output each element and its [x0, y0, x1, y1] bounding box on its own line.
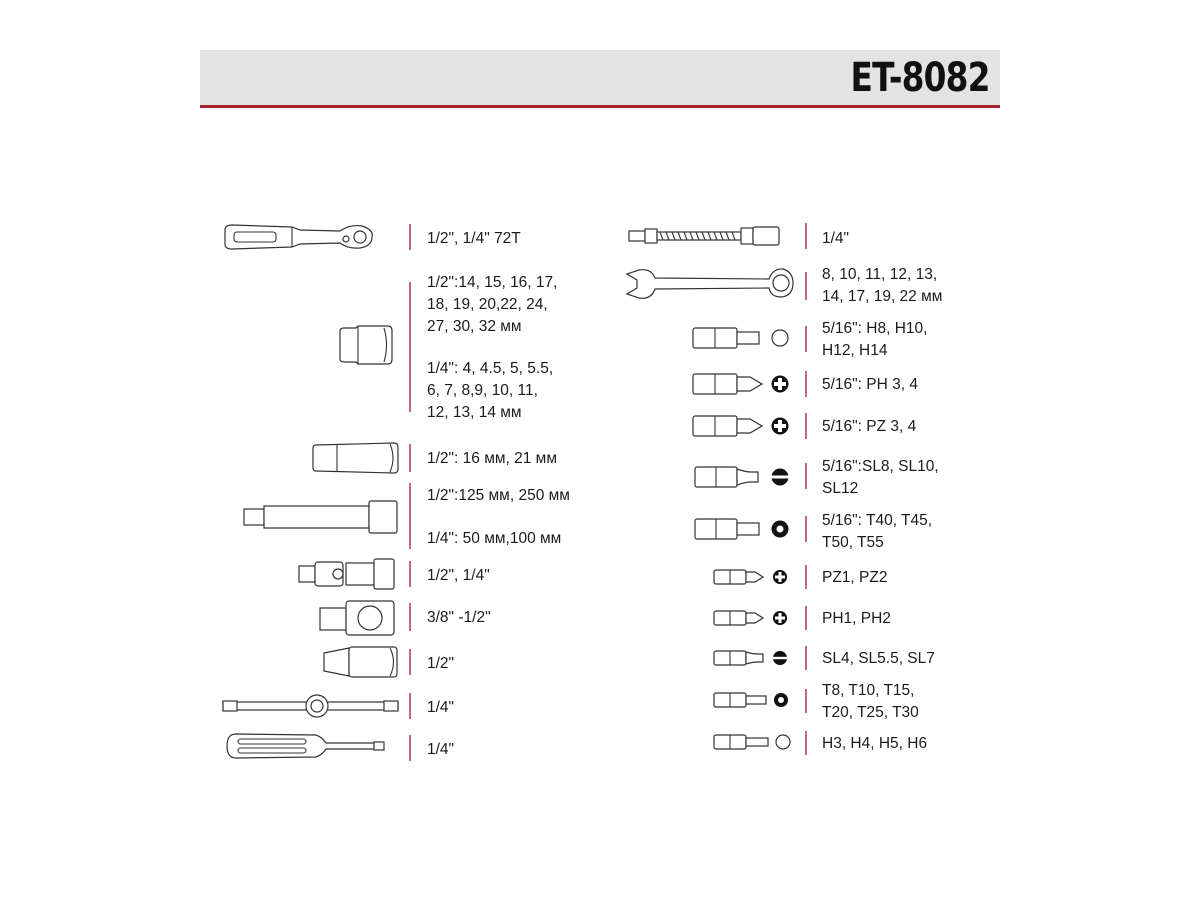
item-spec: 27, 30, 32 мм — [427, 318, 522, 335]
separator — [409, 735, 411, 761]
socket-icon — [336, 325, 396, 365]
separator — [409, 649, 411, 675]
item-spec: T50, T55 — [822, 534, 884, 551]
item-spec: 1/2":14, 15, 16, 17, — [427, 274, 558, 291]
separator — [805, 326, 807, 352]
item-spec: 1/4" — [427, 741, 455, 758]
spark-plug-socket-icon — [312, 441, 402, 475]
item-spec: 1/2", 1/4" 72T — [427, 230, 521, 247]
separator — [409, 224, 411, 250]
item-spec: H3, H4, H5, H6 — [822, 735, 928, 752]
combination-wrench-icon — [623, 266, 793, 302]
pozidriv-bit-icon — [692, 415, 792, 437]
separator — [805, 516, 807, 542]
separator — [805, 413, 807, 439]
separator — [409, 444, 411, 472]
separator — [805, 606, 807, 630]
item-spec: 5/16": PZ 3, 4 — [822, 418, 917, 435]
phillips-small-bit-icon — [713, 609, 793, 627]
separator — [409, 693, 411, 719]
item-spec: 1/4": 4, 4.5, 5, 5.5, — [427, 360, 554, 377]
item-spec: 5/16":SL8, SL10, — [822, 458, 939, 475]
screwdriver-handle-icon — [226, 733, 396, 759]
phillips-bit-icon — [692, 373, 792, 395]
title-bar — [200, 50, 1000, 108]
separator — [805, 223, 807, 249]
model-number: ET-8082 — [850, 55, 990, 101]
separator — [805, 272, 807, 300]
separator — [409, 483, 411, 549]
item-spec: T20, T25, T30 — [822, 704, 919, 721]
item-spec: 3/8" -1/2" — [427, 609, 491, 626]
torx-small-bit-icon — [713, 691, 793, 709]
universal-joint-icon — [298, 558, 398, 590]
flexible-extension-icon — [628, 226, 798, 246]
separator — [805, 731, 807, 755]
separator — [805, 646, 807, 670]
hex-small-bit-icon — [713, 733, 793, 751]
item-spec: 12, 13, 14 мм — [427, 404, 522, 421]
torx-bit-icon — [694, 518, 794, 540]
t-handle-icon — [222, 694, 402, 718]
pozidriv-small-bit-icon — [713, 568, 793, 586]
ratchet-icon — [222, 222, 382, 252]
separator — [805, 371, 807, 397]
item-spec: SL12 — [822, 480, 859, 497]
item-spec: 5/16": T40, T45, — [822, 512, 933, 529]
separator — [409, 561, 411, 587]
item-spec: 1/2":125 мм, 250 мм — [427, 487, 570, 504]
hex-bit-icon — [692, 327, 792, 349]
item-spec: 1/2", 1/4" — [427, 567, 490, 584]
item-spec: 1/4" — [427, 699, 455, 716]
item-spec: SL4, SL5.5, SL7 — [822, 650, 935, 667]
adapter-icon — [319, 600, 399, 636]
item-spec: 6, 7, 8,9, 10, 11, — [427, 382, 538, 399]
item-spec: T8, T10, T15, — [822, 682, 915, 699]
separator — [805, 463, 807, 489]
item-spec: 1/4": 50 мм,100 мм — [427, 530, 562, 547]
item-spec: 8, 10, 11, 12, 13, — [822, 266, 938, 283]
item-spec: 14, 17, 19, 22 мм — [822, 288, 943, 305]
slotted-small-bit-icon — [713, 649, 793, 667]
item-spec: 5/16": H8, H10, — [822, 320, 928, 337]
separator — [805, 565, 807, 589]
separator — [805, 689, 807, 713]
bit-holder-socket-icon — [322, 645, 402, 679]
item-spec: 18, 19, 20,22, 24, — [427, 296, 548, 313]
item-spec: 5/16": PH 3, 4 — [822, 376, 918, 393]
item-spec: PZ1, PZ2 — [822, 569, 888, 586]
item-spec: 1/2": 16 мм, 21 мм — [427, 450, 557, 467]
item-spec: H12, H14 — [822, 342, 888, 359]
slotted-bit-icon — [694, 466, 794, 488]
separator — [409, 603, 411, 631]
item-spec: 1/4" — [822, 230, 850, 247]
extension-bar-icon — [243, 500, 403, 534]
separator — [409, 282, 411, 412]
item-spec: PH1, PH2 — [822, 610, 891, 627]
item-spec: 1/2" — [427, 655, 455, 672]
